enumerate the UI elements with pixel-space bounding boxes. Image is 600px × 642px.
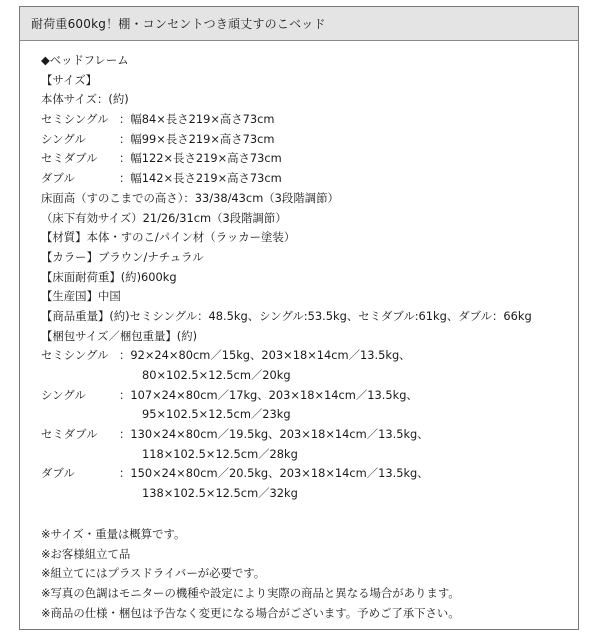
package-semi-single <box>41 346 570 385</box>
bed-frame-heading: ◆ベッドフレーム <box>41 53 129 67</box>
package-heading: 【梱包サイズ／梱包重量】(約) <box>41 328 198 343</box>
size-value: ：幅142×長さ219×高さ73cm <box>119 171 282 186</box>
size-value: ：幅99×長さ219×高さ73cm <box>119 131 275 146</box>
note: ※お客様組立て品 <box>41 546 131 561</box>
package-line: ：150×24×80cm／20.5kg、203×18×14cm／13.5kg、 <box>119 466 429 481</box>
size-row-double <box>41 169 570 189</box>
spec-content <box>41 51 570 623</box>
product-weight: 【商品重量】(約)セミシングル：48.5kg、シングル:53.5kg、セミダブル:61kg、ダブル：66kg <box>41 308 532 323</box>
package-semi-double <box>41 425 570 464</box>
package-line: ：130×24×80cm／19.5kg、203×18×14cm／13.5kg、 <box>119 427 429 442</box>
note: ※組立てにはプラスドライバーが必要です。 <box>41 566 266 581</box>
size-value: ：幅122×長さ219×高さ73cm <box>119 151 282 166</box>
package-row <box>41 386 570 406</box>
package-line: 138×102.5×12.5cm／32kg <box>142 486 298 501</box>
note: ※サイズ・重量は概算です。 <box>41 526 186 541</box>
note: ※写真の色調はモニターの機種や設定により実際の商品と異なる場合があります。 <box>41 585 460 600</box>
package-double <box>41 464 570 503</box>
package-line: ：92×24×80cm／15kg、203×18×14cm／13.5kg、 <box>119 348 411 363</box>
size-label: セミシングル <box>41 112 109 127</box>
package-row <box>41 346 570 366</box>
size-heading: 【サイズ】 <box>41 72 98 87</box>
size-row-single <box>41 130 570 150</box>
package-single <box>41 386 570 425</box>
package-label: ダブル <box>41 466 75 481</box>
size-label: シングル <box>41 131 86 146</box>
spacer <box>41 504 570 525</box>
load-capacity: 【床面耐荷重】(約)600kg <box>41 269 177 284</box>
spec-header <box>20 7 578 41</box>
spec-panel <box>19 6 579 630</box>
under-bed-size: （床下有効サイズ）21/26/31cm（3段階調節） <box>41 210 287 225</box>
size-row-semi-double <box>41 149 570 169</box>
size-label: セミダブル <box>41 151 98 166</box>
package-label: セミシングル <box>41 348 109 363</box>
package-label: セミダブル <box>41 427 98 442</box>
size-row-semi-single <box>41 110 570 130</box>
package-line: 118×102.5×12.5cm／28kg <box>142 446 298 461</box>
package-line: 80×102.5×12.5cm／20kg <box>142 368 291 382</box>
package-line: ：107×24×80cm／17kg、203×18×14cm／13.5kg、 <box>119 387 418 402</box>
package-line: 95×102.5×12.5cm／23kg <box>142 407 291 422</box>
note: ※商品の仕様・梱包は予告なく変更になる場合がございます。予めご了承下さい。 <box>41 605 460 620</box>
spec-title: 耐荷重600kg！棚・コンセントつき頑丈すのこベッド <box>31 17 326 31</box>
package-label: シングル <box>41 387 86 402</box>
body-size-label: 本体サイズ：(約) <box>41 92 129 107</box>
color: 【カラー】ブラウン/ナチュラル <box>41 249 204 264</box>
size-value: ：幅84×長さ219×高さ73cm <box>119 112 275 127</box>
origin: 【生産国】中国 <box>41 289 121 304</box>
floor-height: 床面高（すのこまでの高さ）：33/38/43cm（3段階調節） <box>41 190 339 205</box>
package-row <box>41 464 570 484</box>
material: 【材質】本体・すのこ/パイン材（ラッカー塗装） <box>41 230 296 245</box>
size-label: ダブル <box>41 171 75 186</box>
package-row <box>41 425 570 445</box>
